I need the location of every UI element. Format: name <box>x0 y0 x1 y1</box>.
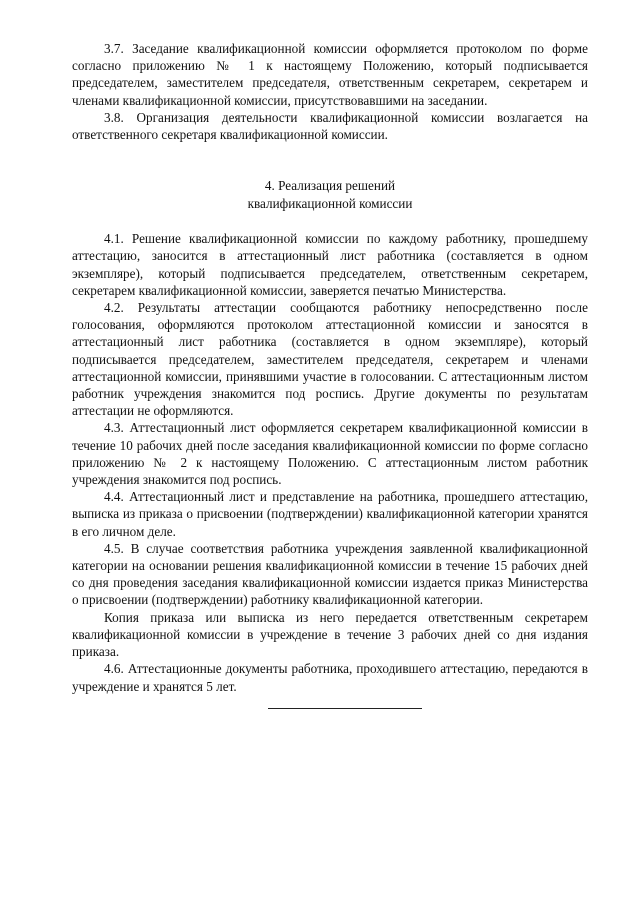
paragraph-4-4: 4.4. Аттестационный лист и представление на работника, прошедшего аттестацию, выписка из приказа о присвоении (подтверждении) квалификационной категории хранятся в его личном деле. <box>72 489 588 539</box>
paragraph-3-7: 3.7. Заседание квалификационной комиссии оформляется протоколом по форме согласно приложению № 1 к настоящему Положению, который подписывается председателем, заместителем председателя, ответственным секретарем, секретарем и членами квалификационной комиссии, присутствовавшими на заседании. <box>72 41 588 108</box>
document-page <box>72 40 588 695</box>
paragraph-3-8: 3.8. Организация деятельности квалификационной комиссии возлагается на ответственного секретаря квалификационной комиссии. <box>72 109 588 143</box>
section-4-title-line-1: 4. Реализация решений <box>264 178 396 194</box>
section-4-heading <box>72 177 588 212</box>
paragraph-4-5-copy: Копия приказа или выписка из него передается ответственным секретарем квалификационной комиссии в учреждение в течение 3 рабочих дней со дня издания приказа. <box>72 609 588 660</box>
paragraph-4-3: 4.3. Аттестационный лист оформляется секретарем квалификационной комиссии в течение 10 рабочих дней после заседания квалификационной комиссии по форме согласно приложению № 2 к настоящему Положению. С аттестационным листом работник учреждения знакомится под роспись. <box>72 420 588 488</box>
paragraph-4-2: 4.2. Результаты аттестации сообщаются работнику непосредственно после голосования, оформляются протоколом аттестационной комиссии и заносятся в аттестационный лист работника (составляется в одном экземпляре), который подписывается председателем, заместителем председателя, секретарем и членами аттестационной комиссии, принявшими участие в голосовании. С аттестационным листом работник учреждения знакомится под роспись. Другие документы по результатам аттестации не оформляются. <box>72 300 588 419</box>
paragraph-4-5: 4.5. В случае соответствия работника учреждения заявленной квалификационной категории на основании решения квалификационной комиссии в течение 15 рабочих дней со дня проведения заседания квалификационной комиссии издается приказ Министерства о присвоении (подтверждении) работнику квалификационной категории. <box>72 540 588 608</box>
paragraph-4-1: 4.1. Решение квалификационной комиссии по каждому работнику, прошедшему аттестацию, заносится в аттестационный лист работника (составляется в одном экземпляре), который подписывается председателем, ответственным секретарем, секретарем квалификационной комиссии, заверяется печатью Министерства. <box>72 231 588 298</box>
section-4-title-line-2: квалификационной комиссии <box>247 195 413 211</box>
paragraph-4-6: 4.6. Аттестационные документы работника, проходившего аттестацию, передаются в учреждение и хранятся 5 лет. <box>72 661 588 694</box>
end-divider-line <box>268 708 422 709</box>
